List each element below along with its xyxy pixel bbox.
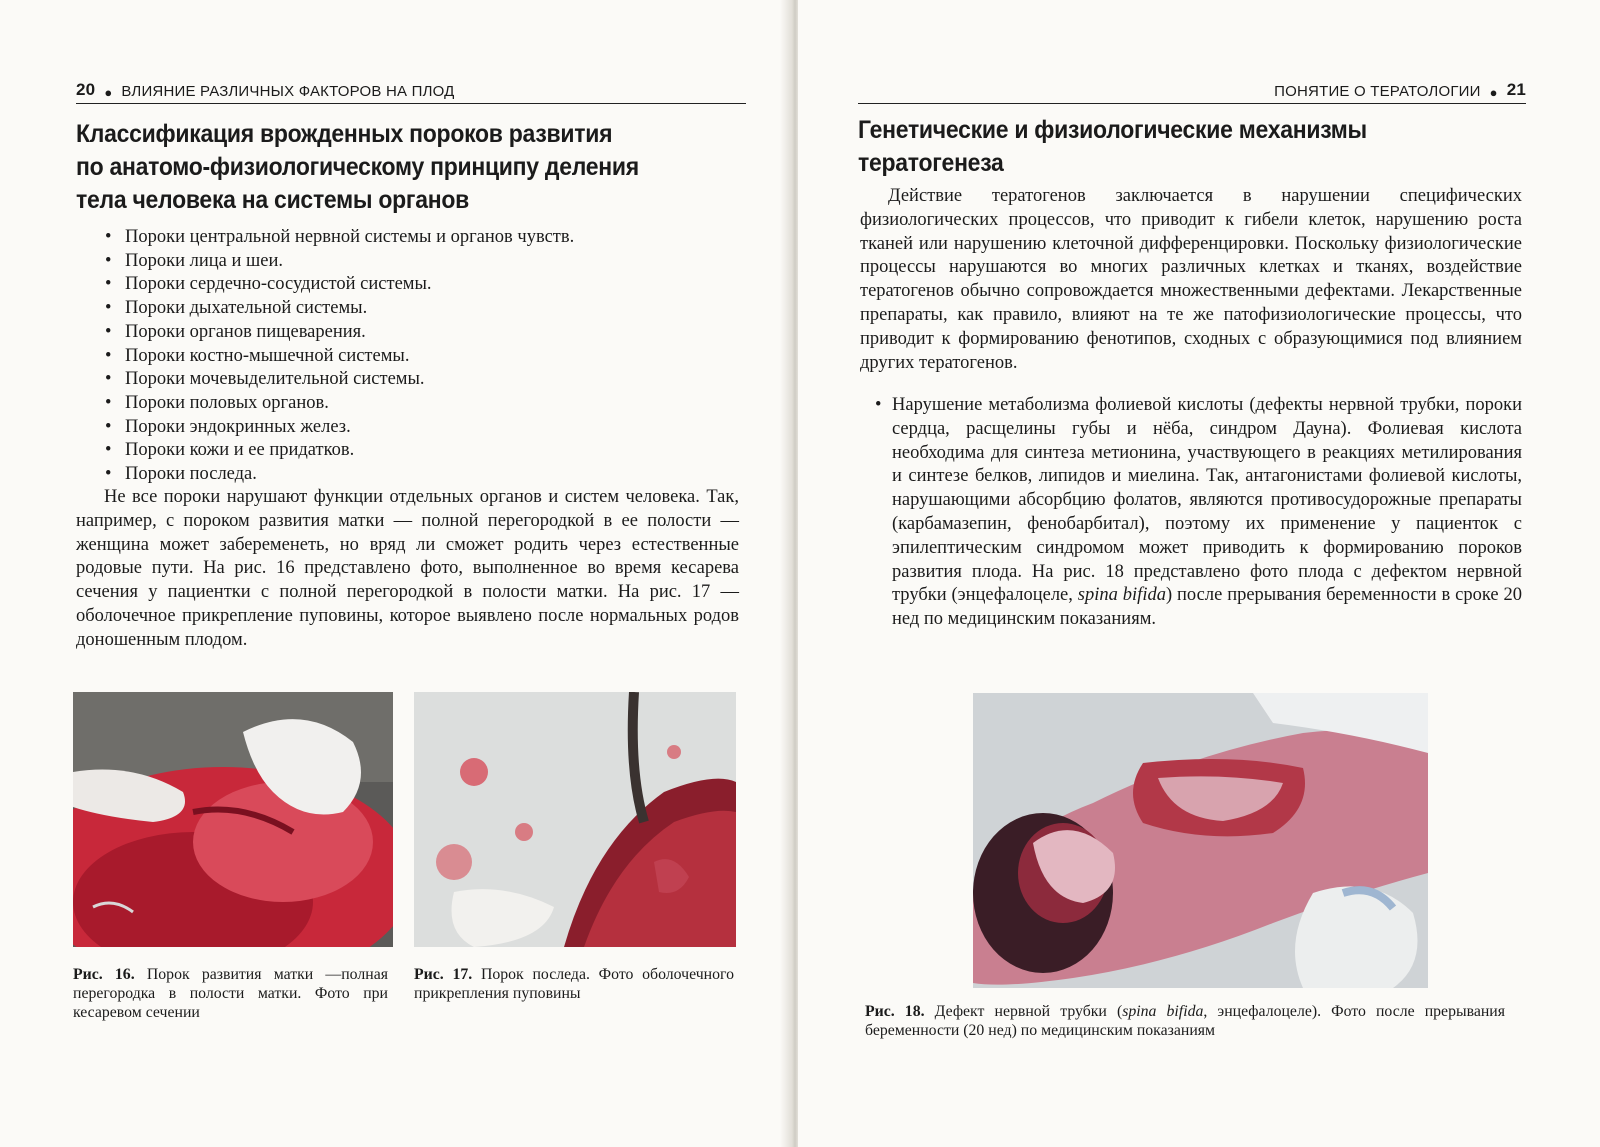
figure-16-photo [73, 692, 393, 947]
figure-16-caption [73, 965, 388, 1022]
list-item: • Пороки половых органов. [103, 392, 574, 416]
body-paragraph-right: Действие тератогенов заключается в нарушении специфических физиологических процессов, что приводит к гибели клеток, нарушению роста тканей или нарушению клеточной дифференцировки. Поскольку физиологические процессы нарушаются во многих различных клетках и тканях, воздействие тератогенов обычно сопровождается множественными дефектами. Лекарственные препараты, как правило, влияют на те же патофизиологические процессы, что приводит к формированию фенотипов, сходных с образующимися под влиянием других тератогенов. [860, 186, 1522, 373]
running-title-right: ПОНЯТИЕ О ТЕРАТОЛОГИИ [1274, 83, 1481, 100]
running-head-bullet: ● [104, 85, 113, 100]
section-heading-left [76, 118, 639, 217]
list-item: • Пороки эндокринных желез. [103, 416, 574, 440]
list-item: • Пороки мочевыделительной системы. [103, 368, 574, 392]
caption-italic-term: spina bifida [1122, 1003, 1204, 1020]
page-number-right: 21 [1506, 80, 1526, 99]
list-item: • Пороки центральной нервной системы и органов чувств. [103, 226, 574, 250]
section-heading-right [858, 114, 1367, 180]
figure-label: Рис. 16. [73, 966, 135, 983]
running-head-left [76, 80, 746, 104]
malformation-list [103, 226, 574, 487]
list-item: • Пороки последа. [103, 463, 574, 487]
heading-line: тератогенеза [858, 149, 1004, 177]
heading-line: по анатомо-физиологическому принципу деления [76, 153, 639, 181]
list-item: • Пороки сердечно-сосудистой системы. [103, 273, 574, 297]
figure-18-photo [973, 693, 1428, 988]
figure-label: Рис. 18. [865, 1003, 925, 1020]
heading-line: Классификация врожденных пороков развития [76, 120, 613, 148]
right-page [798, 0, 1600, 1147]
caption-text: Порок последа. Фото оболочечного прикрепления пуповины [414, 966, 734, 1002]
running-title-left: ВЛИЯНИЕ РАЗЛИЧНЫХ ФАКТОРОВ НА ПЛОД [121, 83, 455, 100]
caption-text: Дефект нервной трубки ( [934, 1003, 1123, 1020]
figure-17-photo [414, 692, 736, 947]
figure-label: Рис. 17. [414, 966, 473, 983]
bullet-text-end: ) после прерывания беременности в сроке 20 нед по медицинским показаниям. [892, 585, 1522, 630]
running-head-right [858, 80, 1526, 104]
bullet-paragraph [892, 394, 1522, 632]
heading-line: тела человека на системы органов [76, 186, 469, 214]
list-item: • Пороки кожи и ее придатков. [103, 439, 574, 463]
figure-17-caption [414, 965, 734, 1003]
caption-text-end: , энцефалоцеле). Фото после прерывания беременности (20 нед) по медицинским показаниям [865, 1003, 1506, 1039]
left-page [0, 0, 792, 1147]
running-head-bullet: ● [1489, 85, 1498, 100]
list-item: • Пороки костно-мышечной системы. [103, 345, 574, 369]
list-item: • Пороки дыхательной системы. [103, 297, 574, 321]
bullet-text: Нарушение метаболизма фолиевой кислоты (дефекты нервной трубки, пороки сердца, расщелины губы и нёба, синдром Дауна). Фолиевая кислота необходима для синтеза метионина, участвующего в реакциях метилирования и синтезе белков, липидов и миелина. Так, антагонистами фолиевой кислоты, нарушающими абсорбцию фолатов, являются противосудорожные препараты (карбамазепин, фенобарбитал), поэтому их применение у пациенток с эпилептическим синдромом может приводить к формированию пороков развития плода. На рис. 18 представлено фото плода с дефектом нервной трубки (энцефалоцеле, [892, 395, 1522, 606]
list-item: • Пороки органов пищеварения. [103, 321, 574, 345]
body-paragraph-left: Не все пороки нарушают функции отдельных органов и систем человека. Так, например, с пороком развития матки — полной перегородкой в ее полости — женщина может забеременеть, но вряд ли сможет родить через естественные родовые пути. На рис. 16 представлено фото, выполненное во время кесарева сечения у пациентки с полной перегородкой в полости матки. На рис. 17 — оболочечное прикрепление пуповины, которое выявлено после нормальных родов доношенным плодом. [76, 487, 739, 650]
figure-18-caption [865, 1002, 1505, 1040]
bullet-marker: • [875, 395, 882, 415]
list-item: • Пороки лица и шеи. [103, 250, 574, 274]
caption-text: Порок развития матки —полная перегородка в полости матки. Фото при кесаревом сечении [73, 966, 388, 1021]
bullet-italic-term: spina bifida [1077, 585, 1166, 606]
page-number-left: 20 [76, 80, 96, 99]
heading-line: Генетические и физиологические механизмы [858, 116, 1367, 144]
